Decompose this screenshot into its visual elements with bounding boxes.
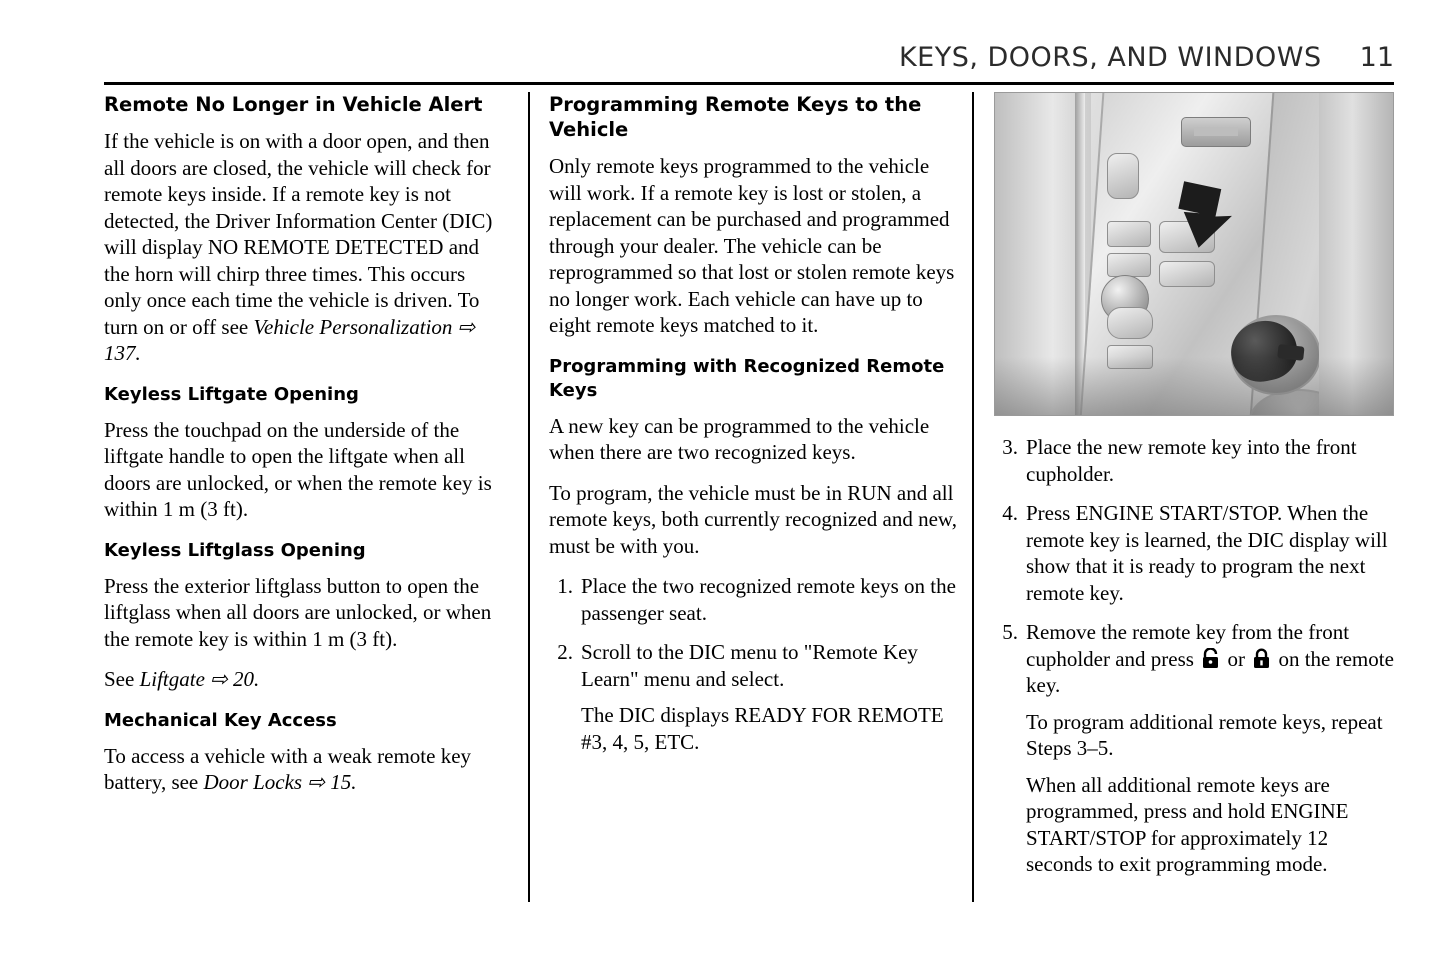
console-button-1 (1107, 153, 1139, 199)
column-divider-2 (972, 92, 974, 902)
paragraph-programming-intro: Only remote keys programmed to the vehicle will work. If a remote key is lost or stolen, a replacement can be purchased and programmed through your dealer. The vehicle can be reprogrammed so that lost or stolen remote keys no longer work. Each vehicle can have up to eight remote keys matched to it. (549, 154, 955, 337)
step-note-dic-display: The DIC displays READY FOR REMOTE #3, 4, 5, ETC. (581, 703, 944, 754)
unlock-key-icon (1201, 648, 1220, 669)
step-number: 4. (1002, 501, 1018, 525)
figure-shading (995, 357, 1393, 415)
list-item (549, 639, 959, 755)
step-number: 2. (557, 640, 573, 664)
list-item (994, 500, 1394, 606)
step-number: 3. (1002, 435, 1018, 459)
heading-keyless-liftglass-opening: Keyless Liftglass Opening (104, 539, 366, 561)
figure-console-cupholder (994, 92, 1394, 416)
content-columns (104, 92, 1394, 902)
page-header (104, 42, 1394, 73)
lock-key-icon (1252, 648, 1271, 669)
paragraph-mechanical-text: To access a vehicle with a weak remote key battery, see (104, 743, 472, 794)
step-number: 1. (557, 574, 573, 598)
paragraph-remote-alert (104, 128, 504, 367)
step-note-exit-programming: When all additional remote keys are programmed, press and hold ENGINE START/STOP for approximately 12 seconds to exit programming mode. (1026, 772, 1349, 876)
paragraph-new-key: A new key can be programmed to the vehicle when there are two recognized keys. (549, 413, 930, 464)
paragraph-remote-alert-text: If the vehicle is on with a door open, and then all doors are closed, the vehicle will check for remote keys inside. If a remote key is not detected, the Driver Information Center (DIC) will display NO REMOTE DETECTED and the horn will chirp three times. This occurs only once each time the vehicle is driven. To turn on or off see (104, 129, 493, 339)
heading-mechanical-key-access: Mechanical Key Access (104, 709, 337, 731)
heading-programming-remote-keys: Programming Remote Keys to the Vehicle (549, 93, 922, 141)
step-text: Scroll to the DIC menu to "Remote Key Learn" menu and select. (581, 640, 918, 691)
console-button-6 (1107, 307, 1153, 339)
step-note-repeat: To program additional remote keys, repeat Steps 3–5. (1026, 709, 1383, 760)
header-divider (104, 82, 1394, 85)
heading-programming-with-recognized-remote-keys: Programming with Recognized Remote Keys (549, 355, 945, 401)
page-number: 11 (1359, 42, 1394, 73)
console-display-icon (1181, 117, 1251, 147)
list-item (549, 573, 959, 626)
steps-list-column-2 (549, 573, 959, 755)
step-text-or: or (1222, 646, 1251, 671)
figure-image (995, 93, 1393, 415)
cross-reference-vehicle-personalization[interactable]: Vehicle Personalization ⇨ 137. (104, 314, 476, 365)
paragraph-mechanical-key-access (104, 743, 504, 796)
step-number: 5. (1002, 620, 1018, 644)
page-title: KEYS, DOORS, AND WINDOWS (898, 42, 1322, 73)
paragraph-keyless-liftgate: Press the touchpad on the underside of the liftgate handle to open the liftgate when all doors are unlocked, or when the remote key is within 1 m (3 ft). (104, 417, 492, 521)
down-arrow-callout-icon (1171, 181, 1245, 255)
step-text: Place the new remote key into the front cupholder. (1026, 435, 1357, 486)
steps-list-column-3 (994, 434, 1394, 878)
list-item (994, 619, 1394, 878)
paragraph-see-liftgate (104, 666, 504, 693)
step-text-part-2: on the remote key. (1026, 646, 1394, 697)
column-2 (549, 92, 959, 902)
list-item (994, 434, 1394, 487)
paragraph-program-requirements: To program, the vehicle must be in RUN and all remote keys, both currently recognized and new, must be with you. (549, 480, 957, 558)
console-button-5 (1159, 261, 1215, 287)
column-1 (104, 92, 504, 902)
step-text-part-1: Remove the remote key from the front cupholder and press (1026, 620, 1350, 671)
step-text: Press ENGINE START/STOP. When the remote key is learned, the DIC display will show that it is ready to program the next remote key. (1026, 501, 1388, 605)
cross-reference-liftgate[interactable]: Liftgate ⇨ 20. (139, 667, 260, 691)
heading-remote-no-longer-in-vehicle-alert: Remote No Longer in Vehicle Alert (104, 93, 483, 116)
console-button-3 (1107, 253, 1151, 277)
see-prefix: See (104, 667, 140, 691)
step-text: Place the two recognized remote keys on the passenger seat. (581, 574, 956, 625)
heading-keyless-liftgate-opening: Keyless Liftgate Opening (104, 383, 359, 405)
column-3 (994, 92, 1394, 902)
column-divider-1 (528, 92, 530, 902)
console-button-2 (1107, 221, 1151, 247)
paragraph-keyless-liftglass: Press the exterior liftglass button to open the liftglass when all doors are unlocked, or when the remote key is within 1 m (3 ft). (104, 573, 492, 651)
cross-reference-door-locks[interactable]: Door Locks ⇨ 15. (203, 770, 357, 794)
